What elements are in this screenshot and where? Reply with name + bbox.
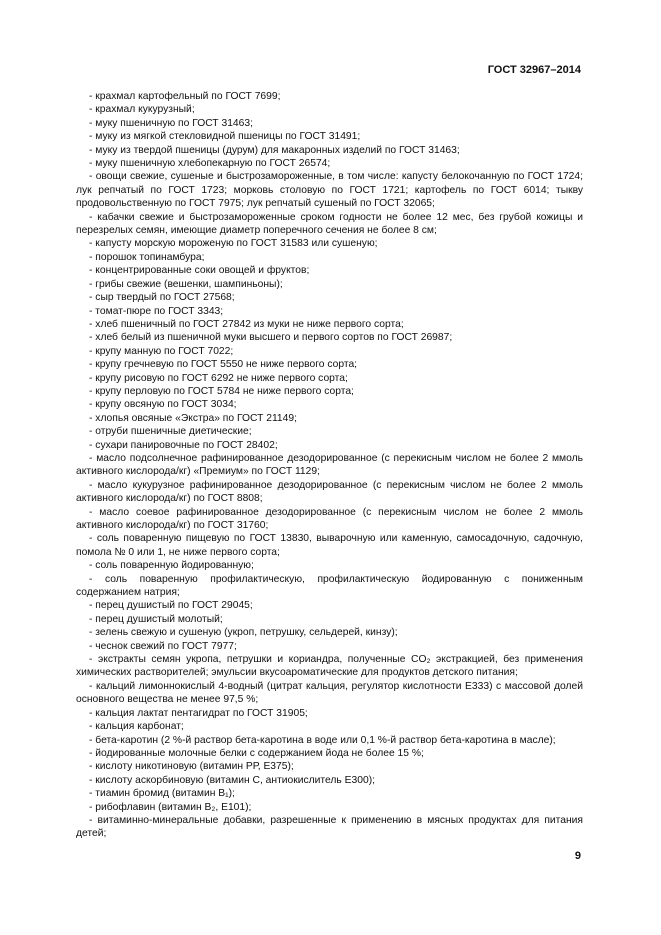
list-item: - крупу перловую по ГОСТ 5784 не ниже первого сорта; [89, 385, 354, 397]
list-item: - масло подсолнечное рафинированное дезодорированное (с перекисным числом не более 2 ммоль активного кислорода/кг) «Премиум» по ГОСТ 1129; [76, 452, 583, 478]
list-item: - грибы свежие (вешенки, шампиньоны); [89, 278, 283, 290]
list-item: - концентрированные соки овощей и фруктов; [89, 265, 310, 277]
list-item: - крупу гречневую по ГОСТ 5550 не ниже первого сорта; [89, 359, 358, 371]
page-number: 9 [574, 850, 581, 862]
list-item: - хлеб белый из пшеничной муки высшего и первого сортов по ГОСТ 26987; [89, 332, 453, 344]
document-code: ГОСТ 32967–2014 [487, 64, 581, 76]
list-item: - кальций лимоннокислый 4-водный (цитрат кальция, регулятор кислотности Е333) с массовой долей основного вещества не менее 97,5 %; [76, 680, 583, 706]
list-item: - сыр твердый по ГОСТ 27568; [89, 292, 235, 304]
list-item: - хлопья овсяные «Экстра» по ГОСТ 21149; [89, 412, 297, 424]
list-item: - перец душистый молотый; [89, 613, 223, 625]
list-item: - овощи свежие, сушеные и быстрозамороженные, в том числе: капусту белокочанную по ГОСТ 1724; лук репчатый по ГОСТ 1723; морковь столовую по ГОСТ 1721; картофель по ГОСТ 6014; тыкву продовольственную по ГОСТ 7975; лук репчатый сушеный по ГОСТ 32065; [76, 171, 583, 210]
list-item: - сухари панировочные по ГОСТ 28402; [89, 439, 278, 451]
list-item: - кабачки свежие и быстрозамороженные сроком годности не более 12 мес, без грубой кожицы и перезрелых семян, имеющие диаметр поперечного сечения не более 8 см; [76, 211, 583, 237]
list-item: - кальция карбонат; [89, 721, 184, 733]
list-item: - хлеб пшеничный по ГОСТ 27842 из муки не ниже первого сорта; [89, 318, 404, 330]
list-item: - экстракты семян укропа, петрушки и кориандра, полученные CO₂ экстракцией, без применения химических растворителей; эмульсии вкусоароматические для продуктов детского питания; [76, 654, 583, 679]
list-item: - крахмал кукурузный; [89, 104, 195, 116]
list-item: - зелень свежую и сушеную (укроп, петрушку, сельдерей, кинзу); [89, 627, 398, 639]
list-item: - отруби пшеничные диетические; [89, 426, 252, 438]
list-item: - кислоту аскорбиновую (витамин С, антиокислитель Е300); [89, 774, 375, 786]
list-item: - масло соевое рафинированное дезодорированное (с перекисным числом не более 2 ммоль активного кислорода/кг) по ГОСТ 31760; [76, 506, 583, 531]
list-item: - соль поваренную профилактическую, профилактическую йодированную с пониженным содержанием натрия; [76, 573, 583, 599]
list-item: - кальция лактат пентагидрат по ГОСТ 31905; [89, 707, 308, 719]
list-item: - тиамин бромид (витамин B₁); [89, 788, 235, 800]
list-item: - йодированные молочные белки с содержанием йода не более 15 %; [89, 747, 424, 759]
list-item: - муку из твердой пшеницы (дурум) для макаронных изделий по ГОСТ 31463; [89, 144, 460, 156]
list-item: - крупу овсяную по ГОСТ 3034; [89, 399, 237, 411]
list-item: - чеснок свежий по ГОСТ 7977; [89, 640, 237, 652]
list-item: - капусту морскую мороженую по ГОСТ 31583 или сушеную; [89, 238, 378, 250]
list-item: - рибофлавин (витамин B₂, Е101); [89, 801, 252, 813]
list-item: - муку из мягкой стекловидной пшеницы по ГОСТ 31491; [89, 131, 361, 143]
list-item: - крупу манную по ГОСТ 7022; [89, 345, 234, 357]
list-item: - крупу рисовую по ГОСТ 6292 не ниже первого сорта; [89, 372, 348, 384]
list-item: - бета-каротин (2 %-й раствор бета-каротина в воде или 0,1 %-й раствор бета-каротина в масле); [89, 734, 556, 746]
list-item: - муку пшеничную хлебопекарную по ГОСТ 26574; [89, 158, 331, 170]
list-item: - масло кукурузное рафинированное дезодорированное (с перекисным числом не более 2 ммоль активного кислорода/кг) по ГОСТ 8808; [76, 479, 583, 505]
list-item: - перец душистый по ГОСТ 29045; [89, 600, 253, 612]
list-item: - кислоту никотиновую (витамин РР, Е375); [89, 761, 294, 773]
list-item: - соль поваренную йодированную; [89, 560, 254, 572]
document-body [76, 90, 583, 841]
list-item: - томат-пюре по ГОСТ 3343; [89, 305, 224, 317]
list-item: - крахмал картофельный по ГОСТ 7699; [89, 91, 281, 102]
list-item: - порошок топинамбура; [89, 251, 205, 263]
list-item: - соль поваренную пищевую по ГОСТ 13830, выварочную или каменную, самосадочную, садочную, помола № 0 или 1, не ниже первого сорта; [76, 533, 583, 558]
list-item: - муку пшеничную по ГОСТ 31463; [89, 117, 253, 129]
list-item: - витаминно-минеральные добавки, разрешенные к применению в мясных продуктах для питания детей; [76, 814, 583, 840]
